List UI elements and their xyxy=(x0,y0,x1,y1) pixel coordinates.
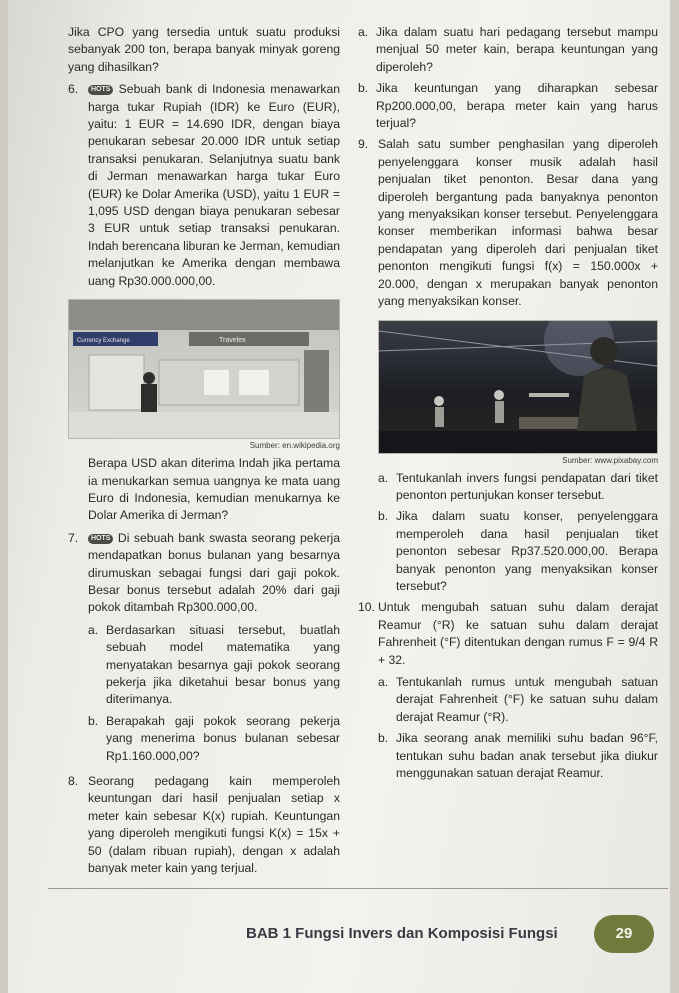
question-text: Di sebuah bank swasta seorang pekerja mendapatkan bonus bulanan yang besarnya dirumuskan sebagai fungsi dari gaji pokok. Besar bonus tersebut adalah 20% dari gaji pokok ditambah Rp300.000,00. xyxy=(88,530,340,615)
question-7b: b. Berapakah gaji pokok seorang pekerja yang menerima bonus bulanan sebesar Rp1.160.000,00? xyxy=(88,713,340,763)
question-number: 7. xyxy=(68,530,79,545)
left-column xyxy=(68,24,340,886)
question-text: Salah satu sumber penghasilan yang diperoleh penyelenggara konser musik adalah hasil penjualan tiket penonton. Besar dana yang diperoleh bergantung pada banyaknya penonton yang menyaksikan konser tersebut. Penyelenggara konser memberikan informasi bahwa besar pendapatan yang diperoleh dari penjualan tiket penonton mengikuti fungsi f(x) = 150.000x + 20.000, dengan x merupakan banyak penonton yang menyaksikan konser. xyxy=(378,137,658,309)
question-10b: b. Jika seorang anak memiliki suhu badan 96°F, tentukan suhu badan anak tersebut jika diukur menggunakan satuan derajat Reamur. xyxy=(378,731,658,780)
question-number: 9. xyxy=(358,137,369,152)
question-number: 6. xyxy=(68,82,79,97)
question-number: 8. xyxy=(68,774,79,788)
concert-photo xyxy=(378,320,658,454)
hots-badge: HOTS xyxy=(88,534,113,544)
image-source: Sumber: en.wikipedia.org xyxy=(249,441,340,451)
question-10a: a. Tentukanlah rumus untuk mengubah satuan derajat Fahrenheit (°F) ke satuan suhu dalam derajat Reamur (°R). xyxy=(378,674,658,724)
currency-exchange-illustration xyxy=(69,300,339,438)
question-number: 10. xyxy=(358,600,375,615)
right-column xyxy=(358,24,658,790)
question-text: Sebuah bank di Indonesia menawarkan harga tukar Rupiah (IDR) ke Euro (EUR), yaitu: 1 EUR = 14.690 IDR, dengan biaya penukaran sebesar 20.000 IDR untuk setiap transaksi penukaran. Selanjutnya suatu bank di Jerman menawarkan harga tukar Euro (EUR) ke Dolar Amerika (USD), yaitu 1 EUR = 1,095 USD dengan biaya penukaran sebesar 3 EUR untuk setiap transaksi penukaran. Indah berencana liburan ke Jerman, kemudian melanjutkan ke Amerika dengan membawa uang Rp30.000.000,00. xyxy=(88,82,341,288)
concert-illustration xyxy=(379,321,657,453)
question-text: Seorang pedagang kain memperoleh keuntungan dari hasil penjualan setiap x meter kain sebesar K(x) rupiah. Keuntungan yang diperoleh mengikuti fungsi K(x) = 15x + 50 (dalam ribuan rupiah), dengan x adalah banyak meter kain yang terjual. xyxy=(88,774,340,876)
question-7a: a. Berdasarkan situasi tersebut, buatlah sebuah model matematika yang menyatakan besarnya gaji pokok seorang pekerja jika diketahui besar bonus yang diterimanya. xyxy=(88,622,340,707)
question-8b: b. Jika keuntungan yang diharapkan sebesar Rp200.000,00, berapa meter kain yang harus terjual? xyxy=(358,81,658,131)
currency-exchange-photo xyxy=(68,299,340,439)
question-9b: b. Jika dalam suatu konser, penyelenggara memperoleh dana hasil penjualan tiket penonton sebesar Rp37.520.000,00. Berapa banyak penonton yang menyaksikan konser tersebut? xyxy=(378,509,658,593)
question-9 xyxy=(358,136,658,315)
image-source: Sumber: www.pixabay.com xyxy=(562,455,658,465)
hots-badge: HOTS xyxy=(88,85,113,95)
question-7 xyxy=(68,530,340,769)
question-8 xyxy=(68,773,340,882)
question-10 xyxy=(358,599,658,786)
page-footer xyxy=(8,888,670,993)
question-6-prompt: Berapa USD akan diterima Indah jika pertama ia menukarkan semua uangnya ke mata uang Euro di Indonesia, kemudian menukarnya ke Dolar Amerika di Jerman? xyxy=(88,456,340,523)
book-page xyxy=(8,0,670,993)
question-text: Untuk mengubah satuan suhu dalam derajat Reamur (°R) ke satuan suhu dalam derajat Fahrenheit (°F) ditentukan dengan rumus F = 9/4 R + 32. xyxy=(378,600,658,667)
question-6 xyxy=(68,81,340,295)
question-8a: a. Jika dalam suatu hari pedagang tersebut mampu menjual 50 meter kain, berapa keuntungan yang diperoleh? xyxy=(358,25,658,74)
sign-currency-exchange: Currency Exchange xyxy=(77,338,130,345)
question-9a: a. Tentukanlah invers fungsi pendapatan dari tiket penonton pertunjukan konser tersebut. xyxy=(378,470,658,502)
sign-travelex: Travelex xyxy=(219,337,246,345)
footer-divider xyxy=(48,888,668,889)
question-5-continuation: Jika CPO yang tersedia untuk suatu produksi sebanyak 200 ton, berapa banyak minyak goreng yang dihasilkan? xyxy=(68,25,340,74)
page-number: 29 xyxy=(594,915,654,953)
chapter-title: BAB 1 Fungsi Invers dan Komposisi Fungsi xyxy=(246,925,558,942)
